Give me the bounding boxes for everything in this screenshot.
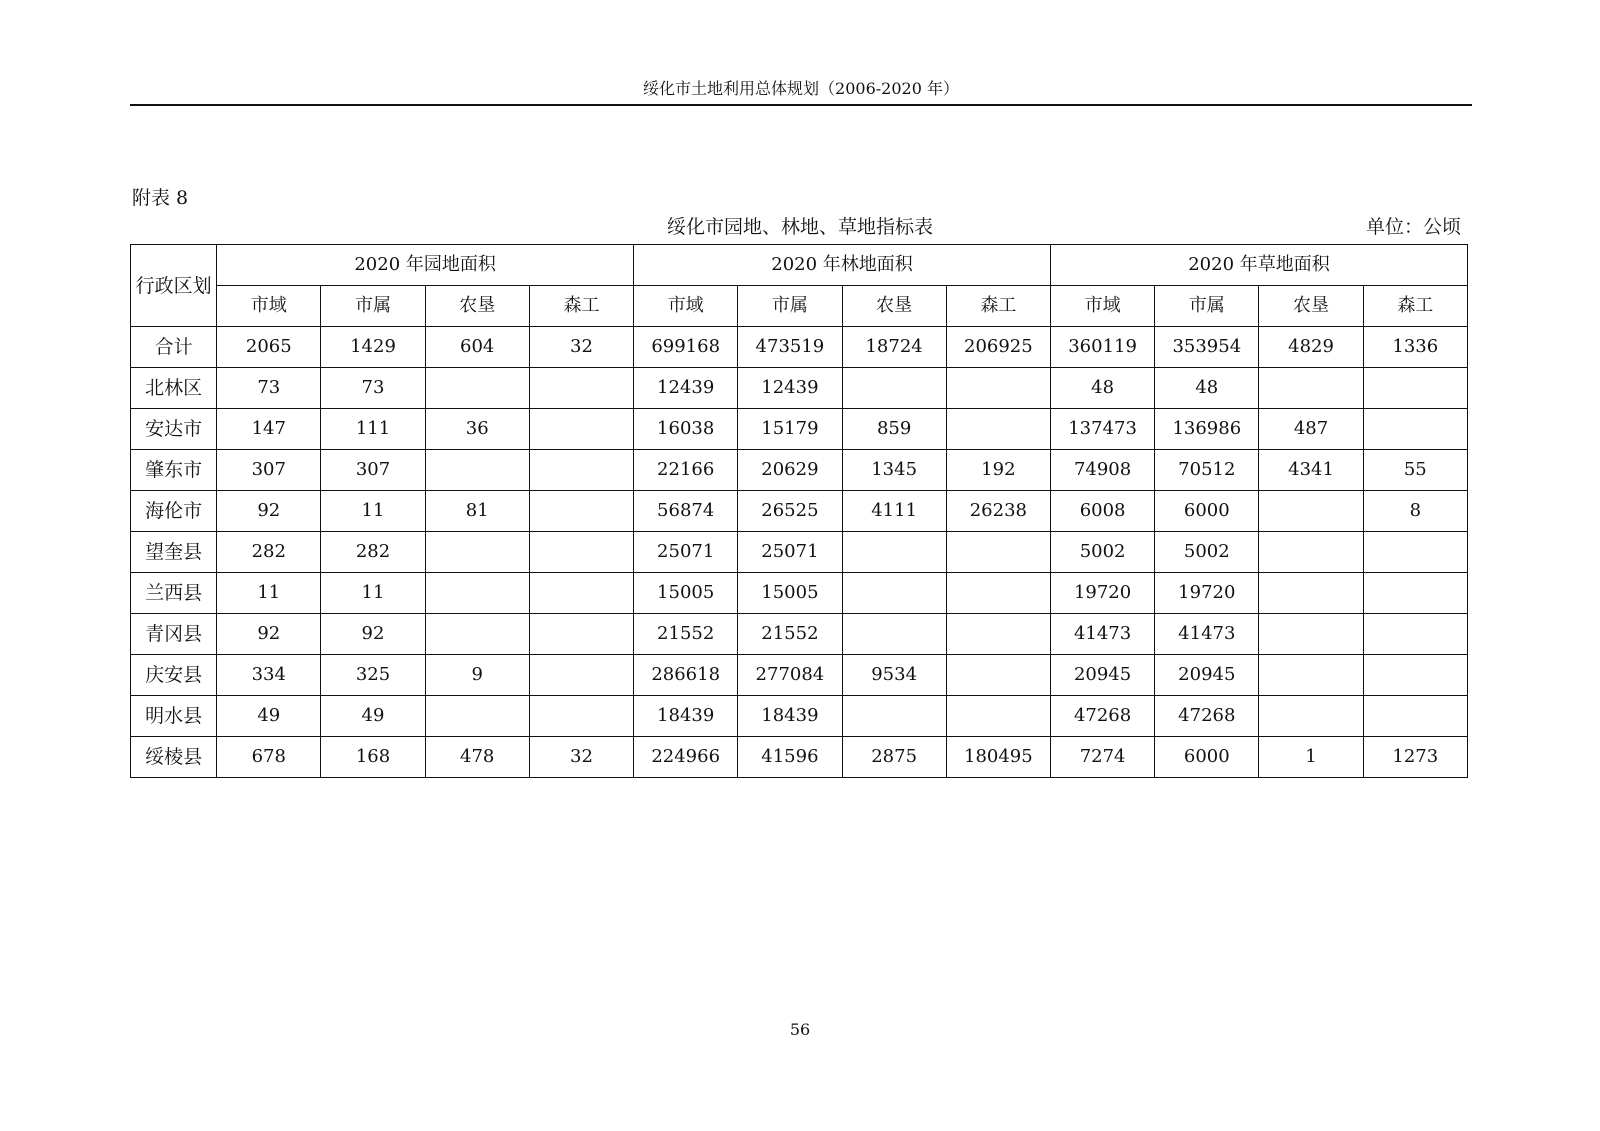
table-title: 绥化市园地、林地、草地指标表 xyxy=(666,216,933,238)
sub-header: 市域 xyxy=(634,286,738,327)
table-row xyxy=(131,655,1468,696)
table-cell: 26238 xyxy=(946,491,1050,532)
table-cell: 5002 xyxy=(1050,532,1154,573)
table-cell xyxy=(842,368,946,409)
table-cell: 32 xyxy=(529,737,633,778)
table-cell xyxy=(842,532,946,573)
group-header-garden: 2020 年园地面积 xyxy=(217,245,634,286)
table-cell: 74908 xyxy=(1050,450,1154,491)
table-cell: 32 xyxy=(529,327,633,368)
table-cell xyxy=(529,614,633,655)
table-cell xyxy=(1363,532,1467,573)
table-cell: 25071 xyxy=(634,532,738,573)
table-cell xyxy=(1259,532,1363,573)
table-cell xyxy=(425,450,529,491)
table-cell: 136986 xyxy=(1155,409,1259,450)
table-cell: 11 xyxy=(321,491,425,532)
table-cell xyxy=(842,614,946,655)
table-row xyxy=(131,450,1468,491)
region-name: 海伦市 xyxy=(131,491,217,532)
table-cell: 20629 xyxy=(738,450,842,491)
table-cell: 19720 xyxy=(1050,573,1154,614)
table-cell: 334 xyxy=(217,655,321,696)
table-cell: 1345 xyxy=(842,450,946,491)
sub-header: 森工 xyxy=(1363,286,1467,327)
table-cell: 699168 xyxy=(634,327,738,368)
table-cell: 206925 xyxy=(946,327,1050,368)
table-cell: 8 xyxy=(1363,491,1467,532)
group-header-row xyxy=(131,245,1468,286)
table-cell xyxy=(1259,491,1363,532)
table-cell: 41473 xyxy=(1050,614,1154,655)
region-name: 绥棱县 xyxy=(131,737,217,778)
table-row xyxy=(131,573,1468,614)
table-cell xyxy=(1259,696,1363,737)
sub-header: 市属 xyxy=(321,286,425,327)
sub-header: 市域 xyxy=(217,286,321,327)
table-cell: 21552 xyxy=(738,614,842,655)
table-cell xyxy=(425,614,529,655)
table-cell: 92 xyxy=(321,614,425,655)
region-name: 明水县 xyxy=(131,696,217,737)
table-row xyxy=(131,696,1468,737)
table-cell: 487 xyxy=(1259,409,1363,450)
region-name: 北林区 xyxy=(131,368,217,409)
table-cell: 6000 xyxy=(1155,737,1259,778)
table-cell xyxy=(842,573,946,614)
table-cell: 4111 xyxy=(842,491,946,532)
table-cell: 73 xyxy=(217,368,321,409)
table-cell: 6008 xyxy=(1050,491,1154,532)
table-cell xyxy=(425,573,529,614)
table-cell: 15005 xyxy=(634,573,738,614)
table-cell: 20945 xyxy=(1155,655,1259,696)
table-cell: 353954 xyxy=(1155,327,1259,368)
region-name: 青冈县 xyxy=(131,614,217,655)
table-cell: 41473 xyxy=(1155,614,1259,655)
table-cell: 48 xyxy=(1155,368,1259,409)
table-cell xyxy=(1363,655,1467,696)
table-cell: 1336 xyxy=(1363,327,1467,368)
table-cell: 55 xyxy=(1363,450,1467,491)
region-name: 合计 xyxy=(131,327,217,368)
table-row xyxy=(131,327,1468,368)
table-cell xyxy=(946,368,1050,409)
table-cell: 15005 xyxy=(738,573,842,614)
table-cell xyxy=(946,614,1050,655)
table-cell: 6000 xyxy=(1155,491,1259,532)
table-cell: 18724 xyxy=(842,327,946,368)
table-cell xyxy=(946,655,1050,696)
sub-header-row xyxy=(131,286,1468,327)
table-cell xyxy=(946,532,1050,573)
table-cell: 1429 xyxy=(321,327,425,368)
table-cell: 47268 xyxy=(1155,696,1259,737)
table-cell: 18439 xyxy=(738,696,842,737)
sub-header: 农垦 xyxy=(425,286,529,327)
table-cell xyxy=(946,409,1050,450)
table-cell: 859 xyxy=(842,409,946,450)
sub-header: 市属 xyxy=(738,286,842,327)
table-row xyxy=(131,409,1468,450)
table-cell: 192 xyxy=(946,450,1050,491)
table-cell: 11 xyxy=(321,573,425,614)
table-cell: 21552 xyxy=(634,614,738,655)
table-cell: 15179 xyxy=(738,409,842,450)
table-cell: 1 xyxy=(1259,737,1363,778)
header-rule xyxy=(130,104,1472,106)
table-cell xyxy=(529,491,633,532)
table-cell: 49 xyxy=(217,696,321,737)
table-row xyxy=(131,491,1468,532)
table-cell: 49 xyxy=(321,696,425,737)
sub-header: 市域 xyxy=(1050,286,1154,327)
sub-header: 森工 xyxy=(946,286,1050,327)
table-cell: 25071 xyxy=(738,532,842,573)
table-body xyxy=(131,327,1468,778)
table-cell: 47268 xyxy=(1050,696,1154,737)
table-cell xyxy=(1259,368,1363,409)
table-cell: 92 xyxy=(217,491,321,532)
table-cell: 12439 xyxy=(738,368,842,409)
table-cell: 180495 xyxy=(946,737,1050,778)
table-cell: 478 xyxy=(425,737,529,778)
table-cell: 1273 xyxy=(1363,737,1467,778)
region-name: 安达市 xyxy=(131,409,217,450)
table-cell xyxy=(529,450,633,491)
group-header-forest: 2020 年林地面积 xyxy=(634,245,1051,286)
table-cell: 41596 xyxy=(738,737,842,778)
table-cell xyxy=(529,696,633,737)
table-cell: 286618 xyxy=(634,655,738,696)
table-cell: 56874 xyxy=(634,491,738,532)
table-cell: 19720 xyxy=(1155,573,1259,614)
table-cell: 137473 xyxy=(1050,409,1154,450)
table-cell: 20945 xyxy=(1050,655,1154,696)
table-cell: 22166 xyxy=(634,450,738,491)
table-cell xyxy=(1363,696,1467,737)
table-cell xyxy=(425,368,529,409)
table-cell xyxy=(1363,368,1467,409)
table-cell: 360119 xyxy=(1050,327,1154,368)
table-cell: 4829 xyxy=(1259,327,1363,368)
table-cell: 282 xyxy=(217,532,321,573)
table-cell: 325 xyxy=(321,655,425,696)
sub-header: 市属 xyxy=(1155,286,1259,327)
sub-header: 农垦 xyxy=(1259,286,1363,327)
table-cell xyxy=(529,409,633,450)
table-cell: 7274 xyxy=(1050,737,1154,778)
table-cell xyxy=(529,655,633,696)
table-row xyxy=(131,532,1468,573)
table-cell xyxy=(425,532,529,573)
table-cell: 282 xyxy=(321,532,425,573)
table-row xyxy=(131,614,1468,655)
table-cell: 18439 xyxy=(634,696,738,737)
table-cell xyxy=(529,573,633,614)
table-cell: 12439 xyxy=(634,368,738,409)
region-name: 兰西县 xyxy=(131,573,217,614)
table-cell: 2875 xyxy=(842,737,946,778)
table-cell: 73 xyxy=(321,368,425,409)
table-cell xyxy=(1363,573,1467,614)
table-cell: 11 xyxy=(217,573,321,614)
table-cell xyxy=(1259,655,1363,696)
table-cell: 224966 xyxy=(634,737,738,778)
table-cell: 92 xyxy=(217,614,321,655)
table-row xyxy=(131,737,1468,778)
table-cell: 307 xyxy=(321,450,425,491)
table-row xyxy=(131,368,1468,409)
table-cell xyxy=(1363,409,1467,450)
running-header: 绥化市土地利用总体规划（2006-2020 年） xyxy=(643,79,959,98)
region-name: 望奎县 xyxy=(131,532,217,573)
table-cell xyxy=(1259,573,1363,614)
table-cell: 111 xyxy=(321,409,425,450)
table-cell: 678 xyxy=(217,737,321,778)
table-cell: 604 xyxy=(425,327,529,368)
table-cell: 36 xyxy=(425,409,529,450)
table-cell xyxy=(425,696,529,737)
table-cell: 81 xyxy=(425,491,529,532)
region-name: 肇东市 xyxy=(131,450,217,491)
table-cell: 2065 xyxy=(217,327,321,368)
region-name: 庆安县 xyxy=(131,655,217,696)
sub-header: 森工 xyxy=(529,286,633,327)
table-cell: 4341 xyxy=(1259,450,1363,491)
table-cell: 9534 xyxy=(842,655,946,696)
table-cell: 70512 xyxy=(1155,450,1259,491)
table-cell: 307 xyxy=(217,450,321,491)
table-cell xyxy=(842,696,946,737)
table-cell xyxy=(946,573,1050,614)
appendix-label: 附表 8 xyxy=(132,187,189,209)
unit-label: 单位：公顷 xyxy=(1365,216,1461,238)
table-cell: 16038 xyxy=(634,409,738,450)
table-cell: 9 xyxy=(425,655,529,696)
table-cell xyxy=(1259,614,1363,655)
sub-header: 农垦 xyxy=(842,286,946,327)
table-cell: 473519 xyxy=(738,327,842,368)
table-cell: 26525 xyxy=(738,491,842,532)
group-header-grass: 2020 年草地面积 xyxy=(1050,245,1467,286)
table-cell xyxy=(529,368,633,409)
page-number: 56 xyxy=(789,1020,811,1039)
indicator-table xyxy=(130,244,1468,778)
table-cell: 277084 xyxy=(738,655,842,696)
table-cell: 5002 xyxy=(1155,532,1259,573)
table-cell xyxy=(946,696,1050,737)
table-cell: 168 xyxy=(321,737,425,778)
table-cell: 147 xyxy=(217,409,321,450)
table-cell xyxy=(1363,614,1467,655)
table-cell: 48 xyxy=(1050,368,1154,409)
region-header: 行政区划 xyxy=(131,245,217,327)
table-cell xyxy=(529,532,633,573)
